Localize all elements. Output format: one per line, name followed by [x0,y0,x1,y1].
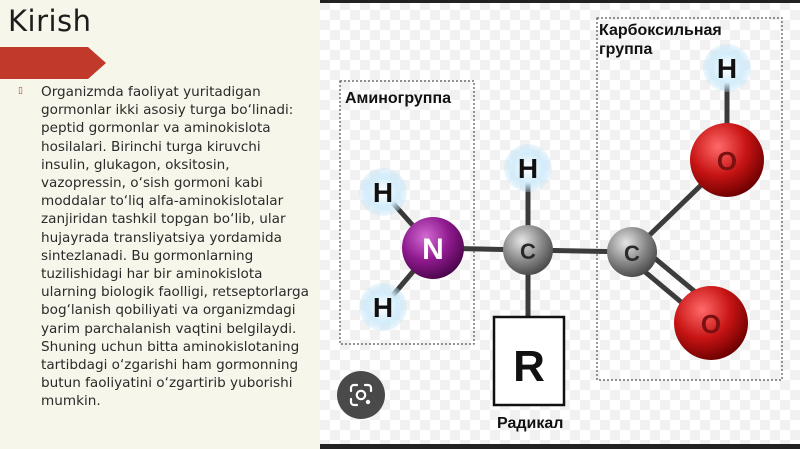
bullet-icon: ▯ [18,86,23,96]
radical-label: Радикал [497,415,564,432]
google-lens-button[interactable] [337,371,385,419]
svg-text:C: C [624,241,640,266]
svg-text:O: O [716,146,738,176]
text-panel [0,0,320,449]
oxygen-carbonyl-atom [674,286,748,360]
svg-text:H: H [372,177,394,208]
body-paragraph: Organizmda faoliyat yuritadigan gormonlar ikki asosiy turga bo‘linadi: peptid gormonlar va aminokislota hosilalari. Birinchi turga kiruvchi insulin, glukagon, oksitosin, vazopressin, o‘sish gormoni kabi moddalar to‘liq alfa-aminokislotalar zanjiridan tashkil topgan bo‘lib, ular hujayrada transliyatsiya yordamida sintezlanadi. Bu gormonlarning tuzilishidagi har bir aminokislota ularning biologik faolligi, retseptorlarga bog‘lanish qobiliyati va organizmdagi yarim parchalanish vaqtini belgilaydi. Shuning uchun bitta aminokislotaning tartibdagi o‘zgarishi ham gormonning butun faoliyatini o‘zgartirib yuborishi mumkin. [41,84,309,410]
slide-title: Kirish [8,4,92,38]
svg-text:H: H [372,292,394,323]
carboxyl-group-label-line1: Карбоксильная [599,22,722,39]
svg-text:O: O [700,309,722,339]
molecule-svg [320,0,800,449]
amino-group-label: Аминогруппа [345,90,452,107]
amino-acid-diagram [320,0,800,449]
carboxyl-group-label-line2: группа [599,41,653,58]
accent-arrow-shape [0,47,106,79]
carboxyl-carbon-atom [607,227,657,277]
svg-text:N: N [422,233,444,266]
top-border [320,0,800,3]
radical-symbol: R [513,342,545,391]
h-alpha-atom [504,144,552,192]
svg-text:C: C [520,239,536,264]
h-amino-top-atom [359,168,407,216]
oxygen-hydroxyl-atom [690,123,764,197]
google-lens-icon [349,383,373,407]
svg-text:H: H [716,53,738,84]
nitrogen-atom [402,217,464,279]
h-hydroxyl-atom [703,44,751,92]
h-amino-bottom-atom [359,283,407,331]
alpha-carbon-atom [503,225,553,275]
svg-text:H: H [517,153,539,184]
bottom-border [320,444,800,449]
